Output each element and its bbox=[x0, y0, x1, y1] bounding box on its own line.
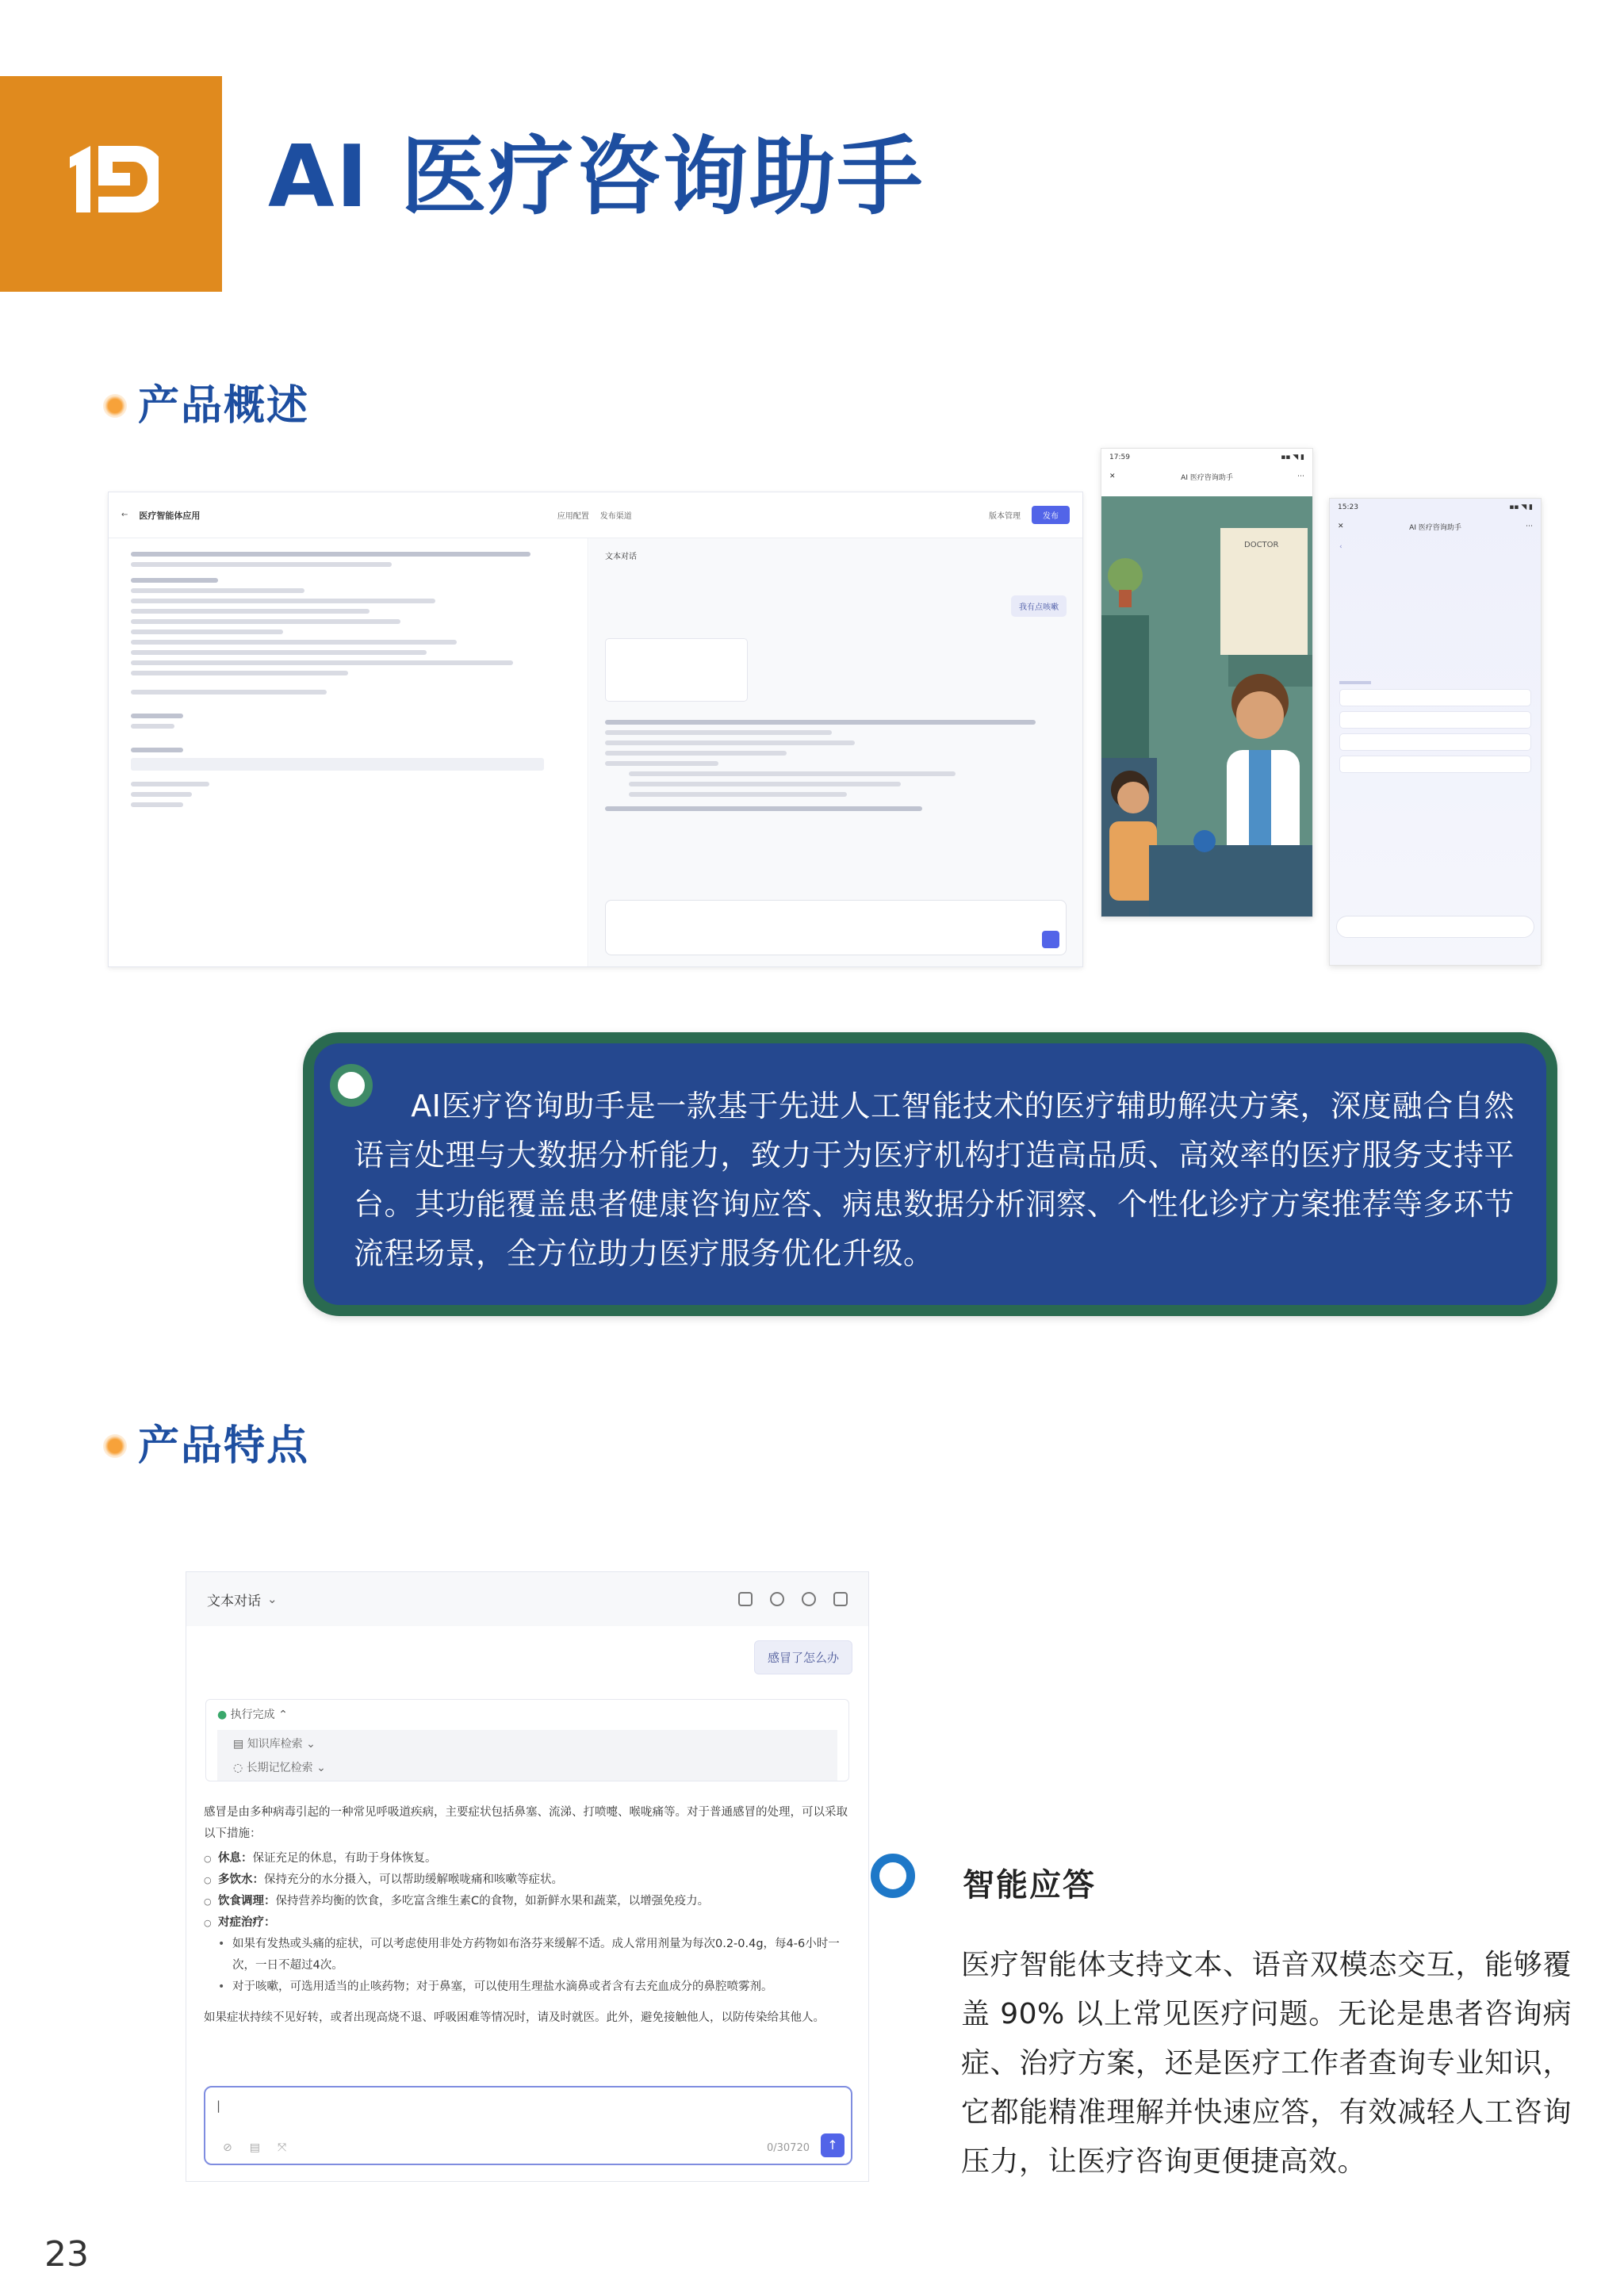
page-number: 23 bbox=[44, 2234, 89, 2275]
list-item: ○ 休息：保证充足的休息，有助于身体恢复。 bbox=[204, 1848, 852, 1869]
memory-search-step[interactable]: 长期记忆检索 bbox=[246, 1762, 313, 1774]
feature-ring-icon bbox=[871, 1854, 915, 1898]
brand-logo-icon bbox=[63, 140, 159, 219]
back-arrow-icon: ← bbox=[121, 511, 128, 519]
list-item: • 如果有发热或头痛的症状，可以考虑使用非处方药物如布洛芬来缓解不适。成人常用剂量为每次0.2-0.4g，每4-6小时一次，一日不超过4次。 bbox=[204, 1934, 852, 1976]
suggested-question[interactable] bbox=[1339, 689, 1531, 706]
chat-preview-panel bbox=[589, 538, 1082, 966]
suggested-question[interactable] bbox=[1339, 756, 1531, 773]
tab-publish-channel[interactable]: 发布渠道 bbox=[599, 512, 632, 521]
app-toolbar bbox=[109, 492, 1082, 538]
close-icon[interactable]: ✕ bbox=[1109, 473, 1116, 480]
brand-logo-block bbox=[0, 76, 222, 292]
chat-header bbox=[186, 1572, 868, 1626]
bullet-dot-icon bbox=[103, 394, 127, 418]
summary-text: AI医疗咨询助手是一款基于先进人工智能技术的医疗辅助解决方案，深度融合自然语言处理与大数据分析能力，致力于为医疗机构打造高品质、高效率的医疗服务支持平台。其功能覆盖患者健康咨询应答、病患数据分析洞察、个性化诊疗方案推荐等多环节流程场景，全方位助力医疗服务优化升级。 bbox=[354, 1089, 1515, 1271]
version-manage-button[interactable]: 版本管理 bbox=[989, 512, 1021, 521]
app-name: 医疗智能体应用 bbox=[139, 510, 201, 521]
more-icon[interactable]: ⋯ bbox=[1526, 522, 1533, 530]
send-button[interactable] bbox=[1042, 931, 1059, 948]
list-item: ○ 对症治疗： bbox=[204, 1912, 852, 1934]
chevron-down-icon[interactable]: ⌄ bbox=[267, 1592, 278, 1606]
input-tools[interactable]: ⊘▤⤧ bbox=[223, 2141, 304, 2154]
page-title: AI 医疗咨询助手 bbox=[268, 128, 925, 227]
execution-status: ● 执行完成 ⌃ ▤ 知识库检索 ⌄ ◌ 长期记忆检索 ⌄ bbox=[205, 1699, 849, 1781]
chat-mode-label[interactable]: 文本对话 bbox=[207, 1593, 261, 1609]
answer-intro: 感冒是由多种病毒引起的一种常见呼吸道疾病，主要症状包括鼻塞、流涕、打喷嚏、喉咙痛等。对于普通感冒的处理，可以采取以下措施： bbox=[204, 1806, 848, 1840]
user-message: 我有点咳嗽 bbox=[1011, 595, 1067, 617]
phone-nav-bar bbox=[1101, 466, 1312, 487]
doctor-illustration bbox=[1101, 496, 1313, 916]
char-counter: 0/30720 bbox=[766, 2142, 810, 2154]
chat-input[interactable]: | ⊘▤⤧ 0/30720 ↑ bbox=[204, 2086, 852, 2165]
chat-mode-label: 文本对话 bbox=[605, 553, 637, 561]
list-item: • 对于咳嗽，可选用适当的止咳药物；对于鼻塞，可以使用生理盐水滴鼻或者含有去充血成分的鼻腔喷雾剂。 bbox=[204, 1976, 852, 1998]
phone-title: AI 医疗咨询助手 bbox=[1181, 473, 1233, 482]
back-icon[interactable]: ‹ bbox=[1339, 543, 1342, 551]
section-heading-overview bbox=[103, 382, 310, 430]
clear-icon[interactable] bbox=[833, 1592, 848, 1606]
prompt-config-panel bbox=[109, 538, 588, 966]
tab-app-config[interactable]: 应用配置 bbox=[557, 512, 589, 521]
publish-button[interactable]: 发布 bbox=[1032, 506, 1070, 524]
summary-box bbox=[303, 1032, 1557, 1316]
user-message: 感冒了怎么办 bbox=[754, 1640, 852, 1674]
desktop-app-screenshot bbox=[108, 492, 1083, 967]
svg-text:DOCTOR: DOCTOR bbox=[1244, 541, 1279, 549]
section-title: 产品概述 bbox=[138, 382, 310, 430]
more-icon[interactable]: ⋯ bbox=[1297, 473, 1304, 480]
bullet-dot-icon bbox=[103, 1434, 127, 1458]
answer-closing: 如果症状持续不见好转，或者出现高烧不退、呼吸困难等情况时，请及时就医。此外，避免接触他人，以防传染给其他人。 bbox=[204, 2011, 825, 2024]
feature-description: 医疗智能体支持文本、语音双模态交互，能够覆盖 90% 以上常见医疗问题。无论是患者咨询病症、治疗方案，还是医疗工作者查询专业知识，它都能精准理解并快速应答，有效减轻人工咨询压力，让医疗咨询更便捷高效。 bbox=[961, 1949, 1572, 2178]
list-item: ○ 多饮水：保持充分的水分摄入，可以帮助缓解喉咙痛和咳嗽等症状。 bbox=[204, 1869, 852, 1891]
phone-nav-bar bbox=[1330, 516, 1541, 537]
status-bar: 17:59 ▪▪ ◥ ▮ bbox=[1109, 453, 1304, 461]
help-icon[interactable] bbox=[802, 1592, 816, 1606]
chat-input[interactable] bbox=[605, 900, 1067, 955]
phone-screenshot-illustration bbox=[1101, 448, 1313, 917]
suggested-question[interactable] bbox=[1339, 711, 1531, 729]
history-icon[interactable] bbox=[738, 1592, 753, 1606]
settings-icon[interactable] bbox=[770, 1592, 784, 1606]
send-button[interactable]: ↑ bbox=[821, 2133, 845, 2157]
section-heading-features bbox=[103, 1422, 310, 1470]
section-title: 产品特点 bbox=[138, 1422, 310, 1470]
phone-chat-input[interactable] bbox=[1336, 916, 1534, 938]
check-icon: ● bbox=[217, 1709, 228, 1721]
phone-title: AI 医疗咨询助手 bbox=[1409, 523, 1461, 532]
assistant-answer bbox=[204, 1802, 852, 2029]
list-item: ○ 饮食调理：保持营养均衡的饮食，多吃富含维生素C的食物，如新鲜水果和蔬菜，以增强免疫力。 bbox=[204, 1891, 852, 1912]
chat-screenshot bbox=[186, 1571, 869, 2182]
kb-search-step[interactable]: 知识库检索 bbox=[247, 1738, 303, 1751]
close-icon[interactable]: ✕ bbox=[1338, 522, 1344, 530]
feature-title: 智能应答 bbox=[963, 1867, 1096, 1904]
memory-icon: ◌ bbox=[233, 1762, 243, 1774]
phone-screenshot-chat bbox=[1329, 498, 1542, 966]
suggested-question[interactable] bbox=[1339, 733, 1531, 751]
status-bar: 15:23 ▪▪ ◥ ▮ bbox=[1338, 503, 1533, 511]
exec-status-label[interactable]: 执行完成 bbox=[230, 1709, 275, 1721]
document-icon: ▤ bbox=[233, 1738, 244, 1751]
